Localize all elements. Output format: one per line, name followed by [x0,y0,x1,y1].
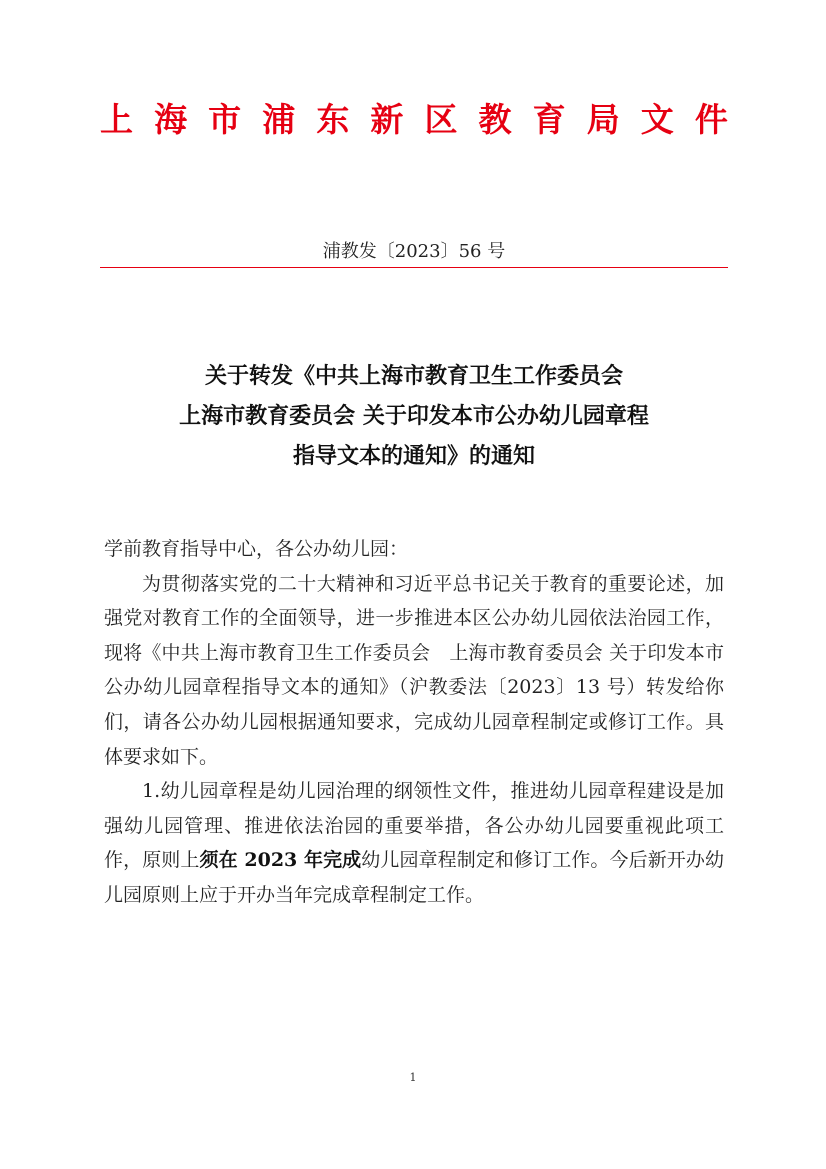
paragraph-2-text: 1.幼儿园章程是幼儿园治理的纲领性文件，推进幼儿园章程建设是加强幼儿园管理、推进依法治园的重要举措，各公办幼儿园要重视此项工作，原则上 [104,780,724,872]
masthead-char: 育 [532,100,566,139]
paragraph-1: 为贯彻落实党的二十大精神和习近平总书记关于教育的重要论述，加强党对教育工作的全面领导，进一步推进本区公办幼儿园依法治园工作，现将《中共上海市教育卫生工作委员会 上海市教育委员会 关于印发本市公办幼儿园章程指导文本的通知》（沪教委法〔2023〕13 号）转发给你们，请各公办幼儿园根据通知要求，完成幼儿园章程制定或修订工作。具体要求如下。 [104,572,724,768]
masthead-title [100,98,728,142]
masthead-char: 市 [208,100,242,139]
masthead-char: 上 [100,100,133,139]
masthead-char: 文 [640,100,674,139]
paragraph-2-emphasis: 须在 2023 年完成 [199,849,362,872]
masthead-char: 局 [586,100,620,139]
document-number: 浦教发〔2023〕56 号 [322,241,506,262]
document-body [104,532,724,913]
masthead-char: 海 [154,100,188,139]
title-line-3: 指导文本的通知》的通知 [292,444,535,469]
masthead-char: 教 [478,100,512,139]
masthead-char: 东 [316,100,350,139]
masthead-char: 新 [370,100,404,139]
masthead-char: 件 [694,100,728,139]
document-title [100,357,728,477]
paragraph-2-text-end: 幼儿园章程制定和修订工作。今后新开办幼儿园原则上应于开办当年完成章程制定工作。 [104,849,724,906]
title-line-2: 上海市教育委员会 关于印发本市公办幼儿园章程 [179,404,649,429]
masthead-char: 浦 [262,100,296,139]
page-number: 1 [409,1071,417,1084]
paragraph-2 [104,774,724,912]
red-divider-line [100,267,728,268]
salutation: 学前教育指导中心，各公办幼儿园： [104,538,409,560]
title-line-1: 关于转发《中共上海市教育卫生工作委员会 [204,364,623,389]
masthead-char: 区 [424,100,458,139]
